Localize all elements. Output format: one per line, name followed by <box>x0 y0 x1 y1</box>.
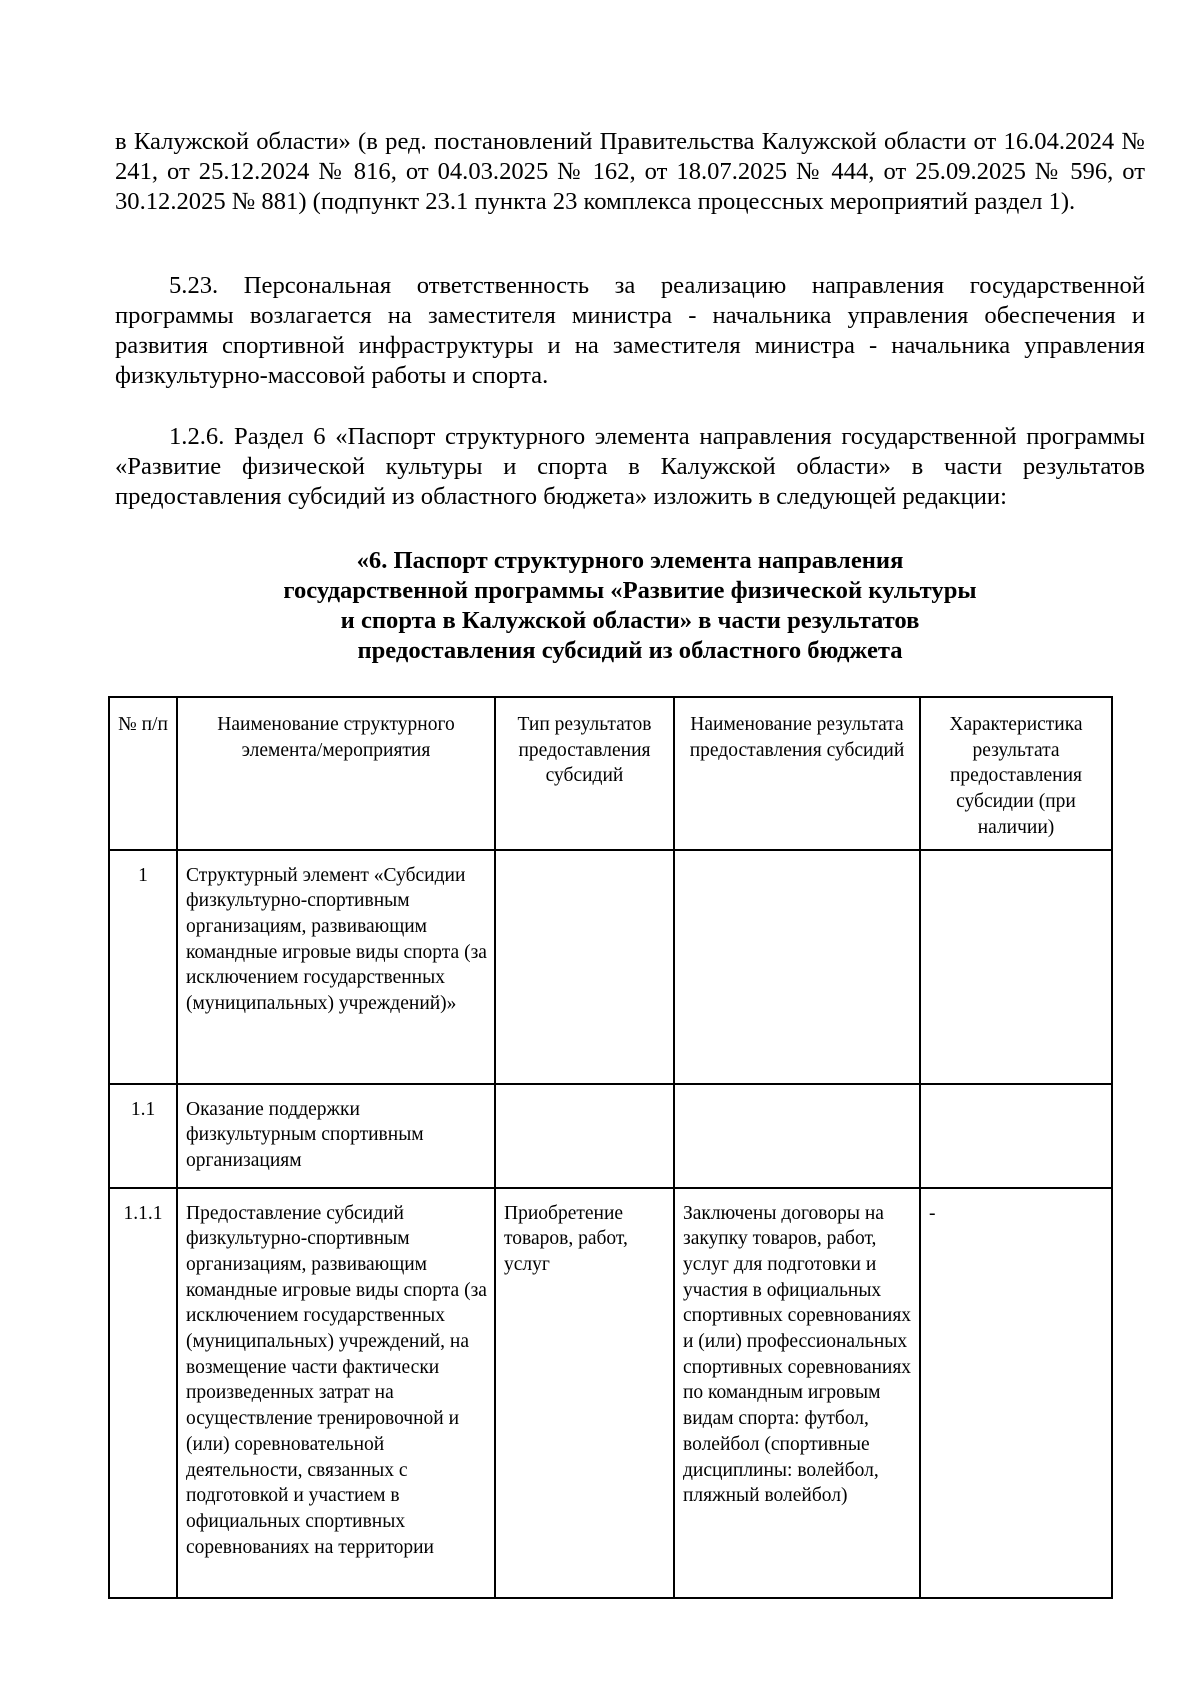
table-row <box>109 1188 1112 1598</box>
table-header-row <box>109 697 1112 850</box>
paragraph-1-2-6: 1.2.6. Раздел 6 «Паспорт структурного элемента направления государственной программы «Развитие физической культуры и спорта в Калужской области» в части результатов предоставления субсидий из областного бюджета» изложить в следующей редакции: <box>115 423 1145 510</box>
heading-line: государственной программы «Развитие физической культуры <box>283 577 977 604</box>
row-result-name <box>674 850 920 1084</box>
section-heading <box>115 546 1145 666</box>
row-result-name <box>674 1084 920 1188</box>
table-row <box>109 850 1112 1084</box>
row-element-name: Оказание поддержки физкультурным спортивным организациям <box>177 1084 495 1188</box>
passport-table <box>108 696 1113 1599</box>
header-result-name: Наименование результата предоставления субсидий <box>674 697 920 850</box>
row-number: 1 <box>109 850 177 1084</box>
header-number: № п/п <box>109 697 177 850</box>
heading-line: и спорта в Калужской области» в части результатов <box>340 607 920 634</box>
heading-line: предоставления субсидий из областного бюджета <box>357 637 903 664</box>
row-result-characteristic <box>920 1084 1112 1188</box>
row-number: 1.1.1 <box>109 1188 177 1598</box>
paragraph-continuation: в Калужской области» (в ред. постановлений Правительства Калужской области от 16.04.2024 № 241, от 25.12.2024 № 816, от 04.03.2025 № 162, от 18.07.2025 № 444, от 25.09.2025 № 596, от 30.12.2025 № 881) (подпункт 23.1 пункта 23 комплекса процессных мероприятий раздел 1). <box>115 128 1145 215</box>
header-result-type: Тип результатов предоставления субсидий <box>495 697 674 850</box>
row-element-name: Предоставление субсидий физкультурно-спортивным организациям, развивающим командные игровые виды спорта (за исключением государственных (муниципальных) учреждений, на возмещение части фактически произведенных затрат на осуществление тренировочной и (или) соревновательной деятельности, связанных с подготовкой и участием в официальных спортивных соревнованиях на территории <box>177 1188 495 1598</box>
row-result-type: Приобретение товаров, работ, услуг <box>495 1188 674 1598</box>
header-element-name: Наименование структурного элемента/мероприятия <box>177 697 495 850</box>
row-result-characteristic: - <box>920 1188 1112 1598</box>
row-result-type <box>495 1084 674 1188</box>
row-element-name: Структурный элемент «Субсидии физкультурно-спортивным организациям, развивающим командные игровые виды спорта (за исключением государственных (муниципальных) учреждений)» <box>177 850 495 1084</box>
table-row <box>109 1084 1112 1188</box>
paragraph-5-23: 5.23. Персональная ответственность за реализацию направления государственной программы возлагается на заместителя министра - начальника управления обеспечения и развития спортивной инфраструктуры и на заместителя министра - начальника управления физкультурно-массовой работы и спорта. <box>115 272 1145 389</box>
header-result-characteristic: Характеристика результата предоставления субсидии (при наличии) <box>920 697 1112 850</box>
row-result-type <box>495 850 674 1084</box>
row-result-characteristic <box>920 850 1112 1084</box>
row-number: 1.1 <box>109 1084 177 1188</box>
heading-line: «6. Паспорт структурного элемента направления <box>356 547 904 574</box>
row-result-name: Заключены договоры на закупку товаров, работ, услуг для подготовки и участия в официальных спортивных соревнованиях и (или) профессиональных спортивных соревнованиях по командным игровым видам спорта: футбол, волейбол (спортивные дисциплины: волейбол, пляжный волейбол) <box>674 1188 920 1598</box>
